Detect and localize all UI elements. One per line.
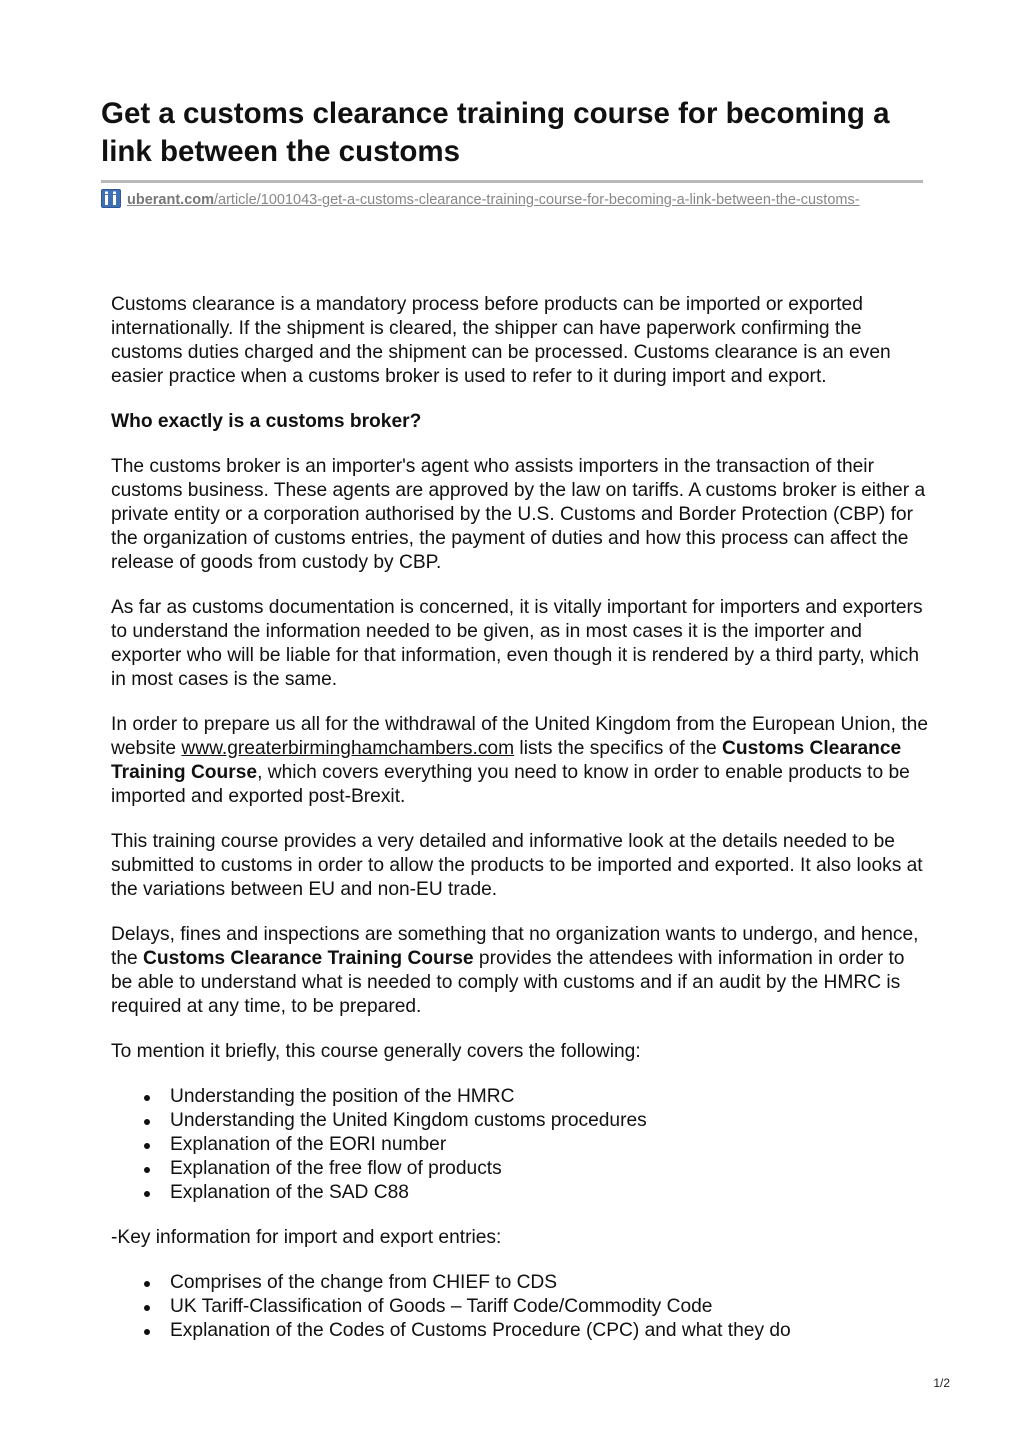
course-topics-list [111,1085,931,1205]
list-item: Explanation of the EORI number [170,1133,931,1157]
title-divider [101,180,923,183]
paragraph-broker-definition: The customs broker is an importer's agent who assists importers in the transaction of their customs business. These agents are approved by the law on tariffs. A customs broker is either a private entity or a corporation authorised by the U.S. Customs and Border Protection (CBP) for the organization of customs entries, the payment of duties and how this process can affect the release of goods from custody by CBP. [111,456,926,573]
paragraph-text: provides the attendees with information in order to be able to understand what is needed to comply with customs and if an audit by the HMRC is required at any time, to be prepared. [111,948,905,1017]
paragraph-key-info: -Key information for import and export entries: [111,1227,502,1248]
paragraph-text: Delays, fines and inspections are something that no organization wants to undergo, and hence, the [111,924,919,969]
list-item: Explanation of the Codes of Customs Procedure (CPC) and what they do [170,1319,931,1343]
course-name-bold: Customs Clearance Training Course [111,738,902,783]
source-domain: uberant.com [127,192,215,208]
section-heading: Who exactly is a customs broker? [111,411,422,432]
paragraph-text: In order to prepare us all for the withdrawal of the United Kingdom from the European Union, the website [111,714,928,759]
paragraph-intro: Customs clearance is a mandatory process before products can be imported or exported internationally. If the shipment is cleared, the shipper can have paperwork confirming the customs duties charged and the shipment can be processed. Customs clearance is an even easier practice when a customs broker is used to refer to it during import and export. [111,294,891,387]
list-item: Comprises of the change from CHIEF to CDS [170,1271,931,1295]
source-link[interactable] [127,192,860,208]
page-title: Get a customs clearance training course for becoming a link between the customs [101,97,890,168]
uberant-logo-icon [101,189,121,208]
list-item: Understanding the position of the HMRC [170,1085,931,1109]
paragraph-delays [111,923,931,1019]
paragraph-list-intro: To mention it briefly, this course generally covers the following: [111,1041,641,1062]
list-item: Explanation of the free flow of products [170,1157,931,1181]
paragraph-text: lists the specifics of the [514,738,723,759]
paragraph-course-details: This training course provides a very detailed and informative look at the details needed to be submitted to customs in order to allow the products to be imported and exported. It also looks at the variations between EU and non-EU trade. [111,831,923,900]
chambers-website-link[interactable]: www.greaterbirminghamchambers.com [181,738,515,759]
list-item: UK Tariff-Classification of Goods – Tariff Code/Commodity Code [170,1295,931,1319]
list-item: Explanation of the SAD C88 [170,1181,931,1205]
paragraph-documentation: As far as customs documentation is concerned, it is vitally important for importers and exporters to understand the information needed to be given, as in most cases it is the importer and exporter who will be liable for that information, even though it is rendered by a third party, which in most cases is the same. [111,597,923,690]
source-path: /article/1001043-get-a-customs-clearance-training-course-for-becoming-a-link-between-the-customs- [214,192,860,208]
course-name-bold: Customs Clearance Training Course [143,948,474,969]
paragraph-text: , which covers everything you need to know in order to enable products to be imported and exported post-Brexit. [111,762,910,807]
paragraph-brexit [111,713,931,809]
article-body [111,293,931,1364]
source-url-line [101,189,921,211]
list-item: Understanding the United Kingdom customs procedures [170,1109,931,1133]
page-number: 1/2 [933,1376,950,1390]
key-info-list [111,1271,931,1343]
